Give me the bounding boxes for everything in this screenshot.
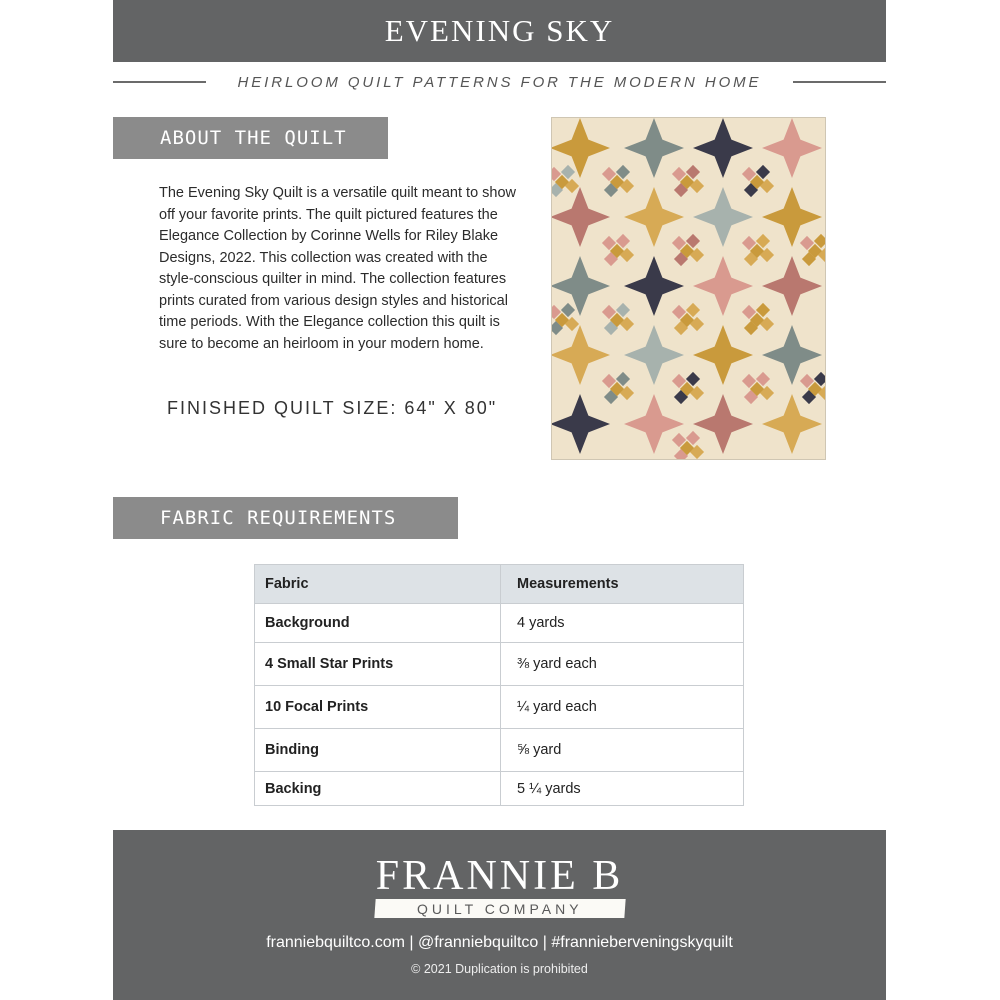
table-row xyxy=(255,604,744,643)
table-header-row xyxy=(255,565,744,604)
fabric-name: 4 Small Star Prints xyxy=(255,643,501,686)
table-row xyxy=(255,772,744,806)
table-row xyxy=(255,686,744,729)
fabric-name: Backing xyxy=(255,772,501,806)
footer-copyright: © 2021 Duplication is prohibited xyxy=(411,962,588,976)
table-row xyxy=(255,643,744,686)
header-bar xyxy=(113,0,886,62)
fabric-name: Background xyxy=(255,604,501,643)
fabric-heading-label: FABRIC REQUIREMENTS xyxy=(160,507,397,529)
page-title: EVENING SKY xyxy=(384,13,615,48)
tagline-rule-right xyxy=(793,81,886,83)
fabric-name: Binding xyxy=(255,729,501,772)
about-heading-label: ABOUT THE QUILT xyxy=(160,127,347,149)
brand-logo-name: FRANNIE B xyxy=(375,853,624,899)
fabric-name: 10 Focal Prints xyxy=(255,686,501,729)
brand-logo-ribbon xyxy=(374,899,625,918)
tagline-rule-left xyxy=(113,81,206,83)
fabric-measurement: ⅝ yard xyxy=(501,729,744,772)
about-description: The Evening Sky Quilt is a versatile quilt meant to show off your favorite prints. The quilt pictured features the Elegance Collection by Corinne Wells for Riley Blake Designs, 2022. This collection was created with the style-conscious quilter in mind. The collection features prints curated from various design styles and historical time periods. With the Elegance collection this quilt is sure to become an heirloom in your modern home. xyxy=(159,185,517,352)
fabric-heading xyxy=(113,497,458,539)
footer-links: franniebquiltco.com | @franniebquiltco | #frannieberveningskyquilt xyxy=(266,934,733,951)
table-row xyxy=(255,729,744,772)
quilt-illustration xyxy=(552,118,825,459)
finished-quilt-size: FINISHED QUILT SIZE: 64" X 80" xyxy=(167,398,498,418)
quilt-image xyxy=(551,117,826,460)
fabric-requirements-table xyxy=(254,564,744,806)
brand-logo-subtitle: QUILT COMPANY xyxy=(417,900,583,917)
column-header-measurements: Measurements xyxy=(501,565,744,604)
fabric-measurement: 5 ¼ yards xyxy=(501,772,744,806)
fabric-measurement: ¼ yard each xyxy=(501,686,744,729)
tagline: HEIRLOOM QUILT PATTERNS FOR THE MODERN HOME xyxy=(237,74,762,91)
pattern-page xyxy=(113,0,886,1000)
fabric-measurement: 4 yards xyxy=(501,604,744,643)
column-header-fabric: Fabric xyxy=(255,565,501,604)
fabric-measurement: ⅜ yard each xyxy=(501,643,744,686)
about-heading xyxy=(113,117,388,159)
